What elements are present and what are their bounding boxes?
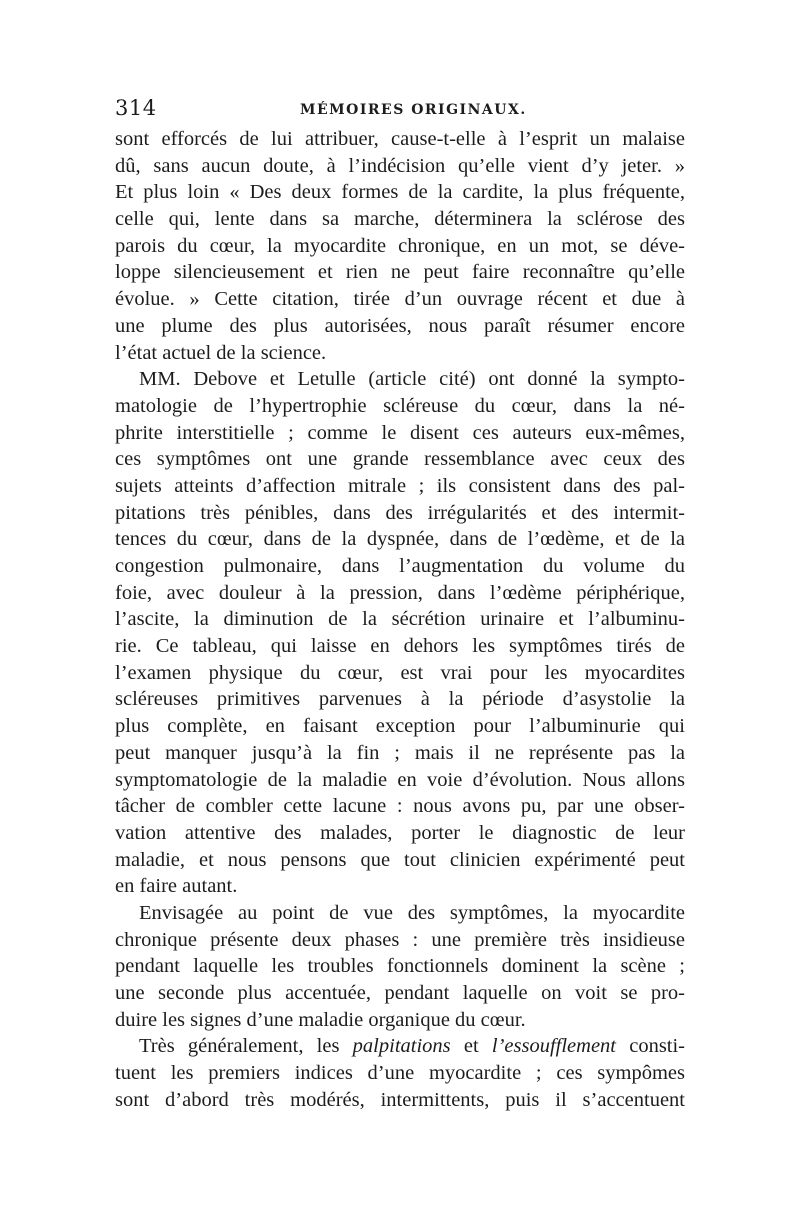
text-line: sont d’abord très modérés, intermittents, puis il s’accentuent — [115, 1088, 685, 1111]
text-line: loppe silencieusement et rien ne peut faire reconnaître qu’elle — [115, 261, 685, 284]
paragraph-start: Envisagée au point de vue des symptômes, la myocardite — [139, 901, 685, 924]
text-line: une plume des plus autorisées, nous paraît résumer encore — [115, 314, 685, 337]
text-line: l’ascite, la diminution de la sécrétion urinaire et l’albuminu- — [115, 608, 685, 631]
text-line: vation attentive des malades, porter le diagnostic de leur — [115, 821, 685, 844]
text-line: tences du cœur, dans de la dyspnée, dans de l’œdème, et de la — [115, 528, 685, 551]
text-line: symptomatologie de la maladie en voie d’évolution. Nous allons — [115, 768, 685, 791]
text-line: duire les signes d’une maladie organique du cœur. — [115, 1008, 526, 1031]
text-line: évolue. » Cette citation, tirée d’un ouvrage récent et due à — [115, 288, 685, 311]
text-line: tâcher de combler cette lacune : nous avons pu, par une obser- — [115, 795, 685, 818]
text-line: Et plus loin « Des deux formes de la cardite, la plus fréquente, — [115, 181, 685, 204]
page-header — [115, 96, 685, 126]
text-line: rie. Ce tableau, qui laisse en dehors les symptômes tirés de — [115, 635, 685, 658]
italic-term: palpitations — [352, 1035, 451, 1058]
page-number: 314 — [115, 96, 157, 120]
text-line: une seconde plus accentuée, pendant laquelle on voit se pro- — [115, 982, 685, 1004]
text-line: sujets atteints d’affection mitrale ; ils consistent dans des pal- — [115, 474, 685, 497]
text-line: ces symptômes ont une grande ressemblance avec ceux des — [115, 448, 685, 471]
text-run: Très généralement, les — [139, 1035, 353, 1058]
text-line: sont efforcés de lui attribuer, cause-t-elle à l’esprit un malaise — [115, 128, 685, 150]
text-run: consti- — [616, 1035, 685, 1058]
text-run: et — [450, 1035, 492, 1058]
text-line: peut manquer jusqu’à la fin ; mais il ne représente pas la — [115, 741, 685, 764]
text-line: plus complète, en faisant exception pour l’albuminurie qui — [115, 715, 685, 738]
text-line: l’état actuel de la science. — [115, 341, 327, 364]
italic-term: l’essoufflement — [491, 1035, 616, 1058]
body-text — [115, 126, 685, 1113]
text-line: matologie de l’hypertrophie scléreuse du cœur, dans la né- — [115, 394, 685, 417]
paragraph-start: MM. Debove et Letulle (article cité) ont donné la sympto- — [139, 368, 685, 391]
text-line: dû, sans aucun doute, à l’indécision qu’elle vient d’y jeter. » — [115, 154, 685, 177]
text-line: pendant laquelle les troubles fonctionnels dominent la scène ; — [115, 955, 685, 978]
paragraph-start — [115, 1033, 685, 1060]
text-line: en faire autant. — [115, 875, 238, 898]
text-line: l’examen physique du cœur, est vrai pour les myocardites — [115, 661, 685, 684]
text-line: tuent les premiers indices d’une myocardite ; ces sympômes — [115, 1062, 685, 1085]
text-line: celle qui, lente dans sa marche, déterminera la sclérose des — [115, 208, 685, 231]
text-line: phrite interstitielle ; comme le disent ces auteurs eux-mêmes, — [115, 421, 685, 444]
running-head: MÉMOIRES ORIGINAUX. — [300, 102, 527, 118]
text-line: scléreuses primitives parvenues à la période d’asystolie la — [115, 688, 685, 711]
text-line: pitations très pénibles, dans des irrégularités et des intermit- — [115, 501, 685, 524]
text-line: maladie, et nous pensons que tout clinicien expérimenté peut — [115, 848, 685, 871]
text-line: congestion pulmonaire, dans l’augmentation du volume du — [115, 555, 685, 577]
text-line: chronique présente deux phases : une première très insidieuse — [115, 928, 685, 951]
text-line: parois du cœur, la myocardite chronique, en un mot, se déve- — [115, 234, 685, 257]
text-line: foie, avec douleur à la pression, dans l’œdème périphérique, — [115, 581, 685, 604]
